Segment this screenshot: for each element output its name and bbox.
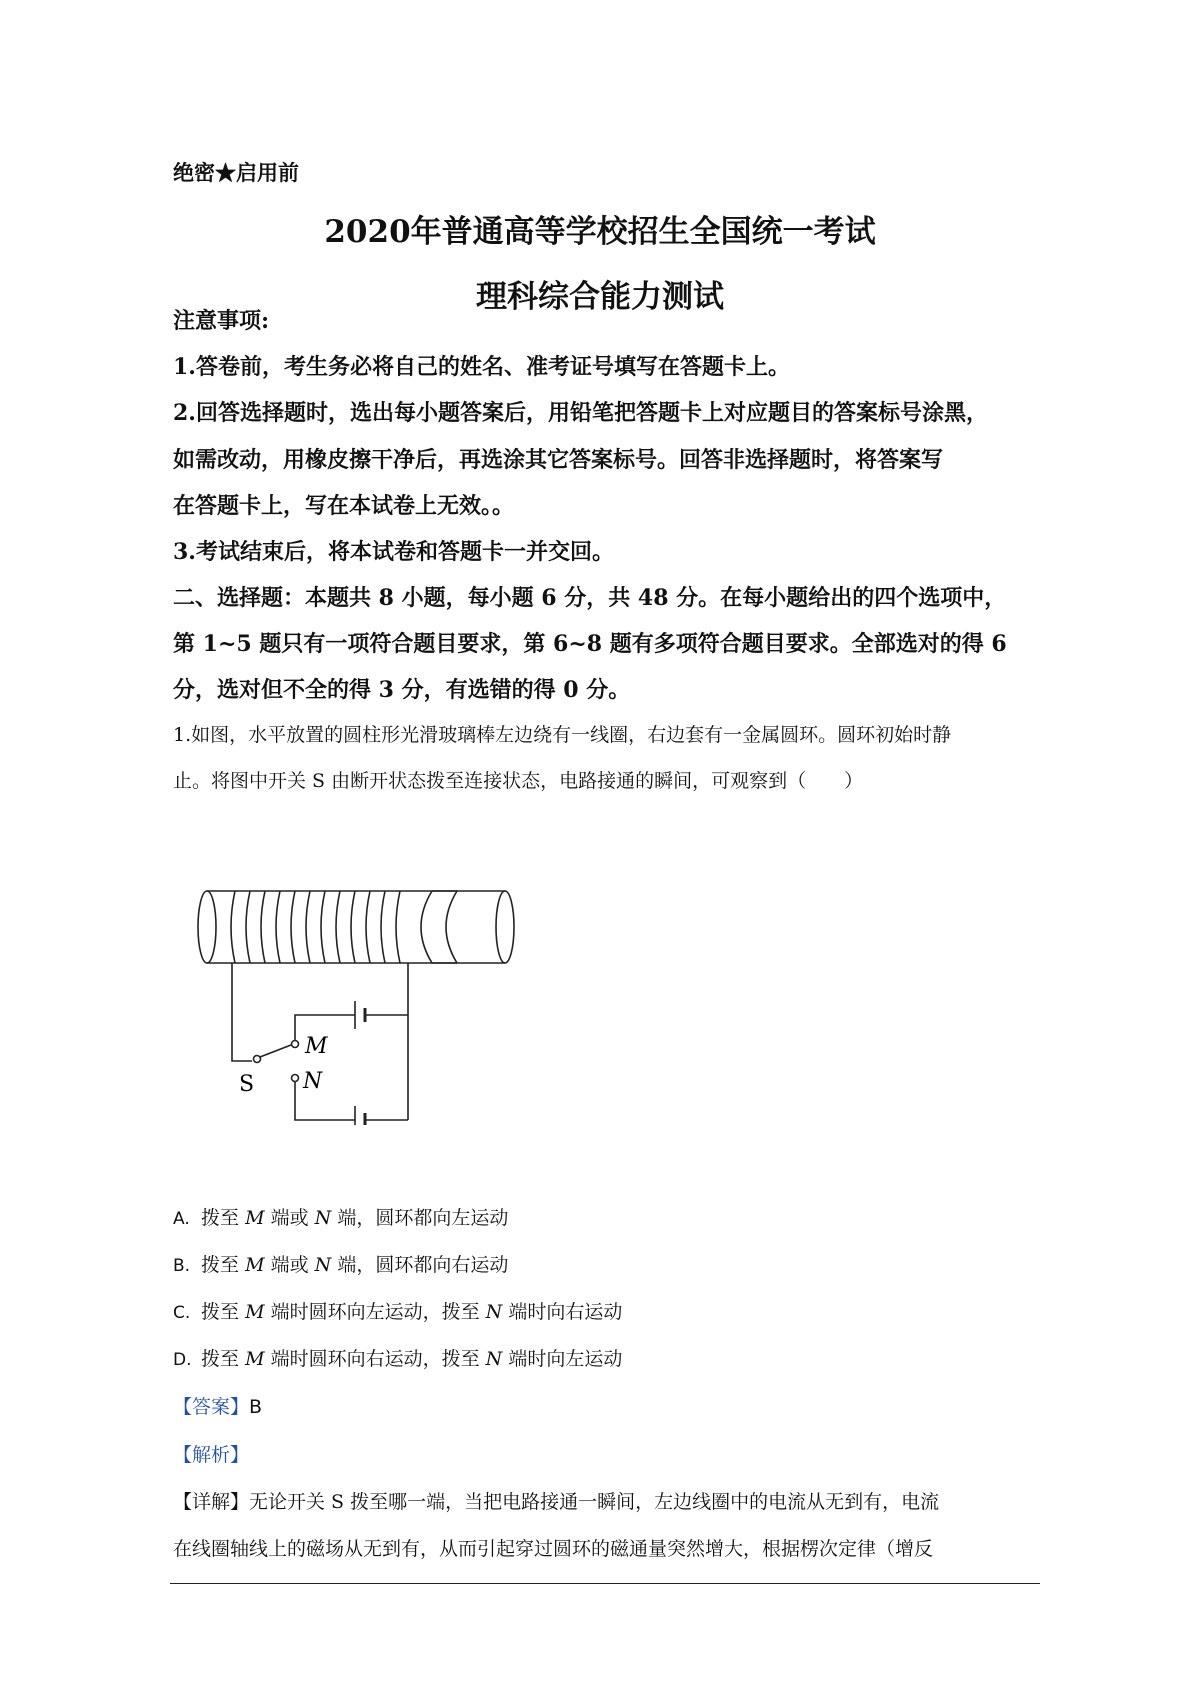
answer-value: B <box>249 1396 263 1418</box>
metal-ring-front <box>446 891 457 963</box>
analysis-label: 【解析】 <box>173 1444 250 1466</box>
answer-line <box>173 1392 262 1419</box>
option-b[interactable]: B. 拨至 M 端或 N 端，圆环都向右运动 <box>173 1254 509 1276</box>
rod-right-end <box>496 891 514 963</box>
terminal-n <box>292 1075 299 1082</box>
exam-subtitle: 理科综合能力测试 <box>476 279 724 315</box>
notice-item-2-line-3: 在答题卡上，写在本试卷上无效。。 <box>173 493 515 519</box>
label-m: M <box>305 1034 328 1059</box>
question-1-stem-line-2: 止。将图中开关 S 由断开状态拨至连接状态，电路接通的瞬间，可观察到（ ） <box>173 770 864 792</box>
notice-heading: 注意事项: <box>173 308 270 334</box>
page-footer-rule <box>170 1583 1040 1584</box>
exam-title: 2020年普通高等学校招生全国统一考试 <box>324 214 876 250</box>
label-n: N <box>303 1069 323 1094</box>
detail-line-1: 【详解】无论开关 S 拨至哪一端，当把电路接通一瞬间，左边线圈中的电流从无到有，电流 <box>173 1491 940 1513</box>
terminal-m <box>292 1041 299 1048</box>
section-instructions-line-3: 分，选对但不全的得 3 分，有选错的得 0 分。 <box>173 677 631 703</box>
option-a[interactable]: A. 拨至 M 端或 N 端，圆环都向左运动 <box>173 1207 509 1229</box>
label-s: S <box>239 1072 255 1097</box>
notice-item-3: 3.考试结束后，将本试卷和答题卡一并交回。 <box>173 539 614 565</box>
switch-blade <box>260 1045 291 1057</box>
section-instructions-line-1: 二、选择题：本题共 8 小题，每小题 6 分，共 48 分。在每小题给出的四个选项中， <box>173 585 1007 611</box>
section-instructions-line-2: 第 1~5 题只有一项符合题目要求，第 6~8 题有多项符合题目要求。全部选对的得 6 <box>173 631 1007 657</box>
notice-item-2-line-1: 2.回答选择题时，选出每小题答案后，用铅笔把答题卡上对应题目的答案标号涂黑， <box>173 400 988 426</box>
detail-line-2: 在线圈轴线上的磁场从无到有，从而引起穿过圆环的磁通量突然增大，根据楞次定律（增反 <box>173 1538 934 1560</box>
coil-windings <box>231 891 400 963</box>
switch-pivot <box>254 1056 261 1063</box>
metal-ring-back <box>421 891 432 963</box>
detail-label: 【详解】 <box>173 1491 250 1513</box>
option-c[interactable]: C. 拨至 M 端时圆环向左运动，拨至 N 端时向右运动 <box>173 1301 623 1323</box>
coil-circuit-figure <box>195 885 535 1125</box>
option-d[interactable]: D. 拨至 M 端时圆环向右运动，拨至 N 端时向左运动 <box>173 1348 623 1370</box>
answer-label: 【答案】 <box>173 1396 250 1418</box>
notice-item-1: 1.答卷前，考生务必将自己的姓名、准考证号填写在答题卡上。 <box>173 354 790 380</box>
question-1-stem-line-1: 1.如图，水平放置的圆柱形光滑玻璃棒左边绕有一线圈，右边套有一金属圆环。圆环初始时静 <box>173 724 952 746</box>
rod-left-end <box>198 891 216 963</box>
notice-item-2-line-2: 如需改动，用橡皮擦干净后，再选涂其它答案标号。回答非选择题时，将答案写 <box>173 447 944 473</box>
secret-mark: 绝密★启用前 <box>173 160 299 185</box>
coil-left-lead <box>232 963 252 1061</box>
